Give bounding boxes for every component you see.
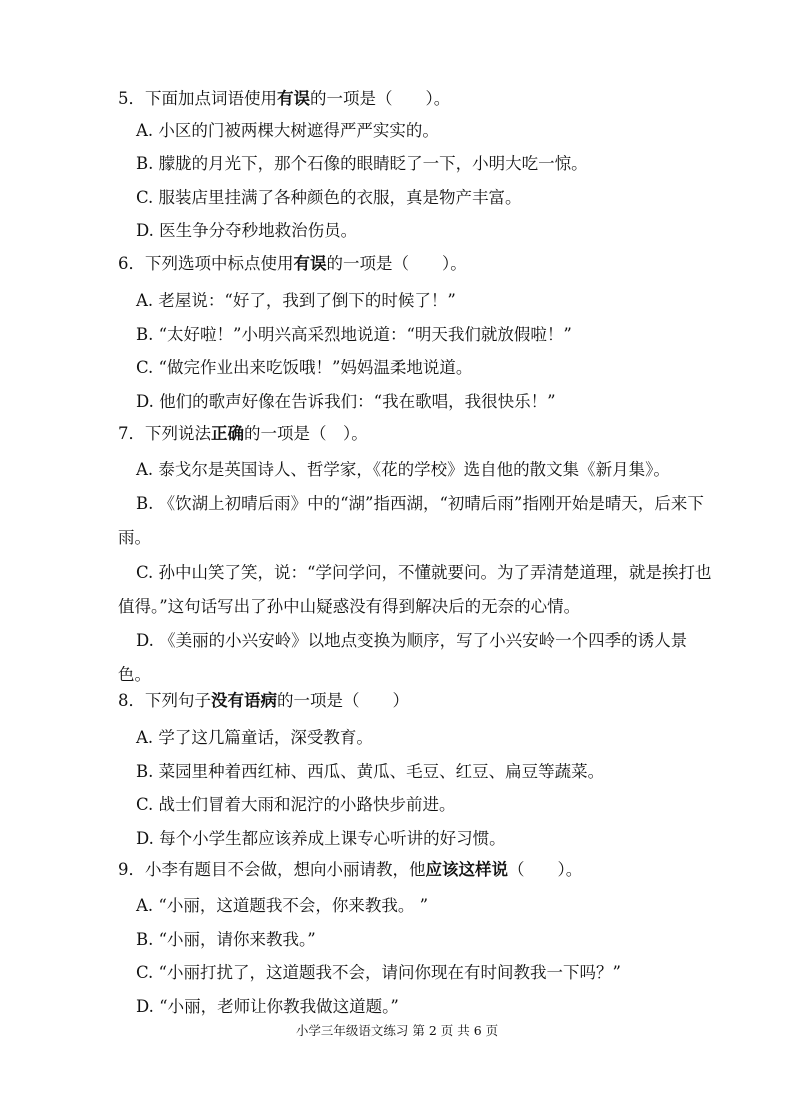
emphasis-text: 应该这样说 [425,860,508,879]
question-8-stem: 8．下列句子没有语病的一项是（ ） [118,691,409,710]
question-9-stem: 9．小李有题目不会做，想向小丽请教，他应该这样说（ ）。 [118,860,583,879]
emphasis-text: 有误 [293,254,327,273]
question-7-option-d: D. 《美丽的小兴安岭》以地点变换为顺序，写了小兴安岭一个四季的诱人景色。 [118,631,688,684]
question-7-option-b: B. 《饮湖上初晴后雨》中的“湖”指西湖，“初晴后雨”指刚开始是晴天，后来下雨。 [118,494,704,547]
question-8-option-b: B. 菜园里种着西红柿、西瓜、黄瓜、毛豆、红豆、扁豆等蔬菜。 [136,762,605,781]
question-8-option-a: A. 学了这几篇童话，深受教育。 [136,728,373,747]
question-9-option-a: A. “小丽，这道题我不会，你来教我。 ” [136,896,429,915]
page-footer: 小学三年级语文练习 第 2 页 共 6 页 [295,1023,499,1038]
question-6-stem: 6．下列选项中标点使用有误的一项是（ ）。 [118,254,467,273]
question-5-option-a: A. 小区的门被两棵大树遮得严严实实的。 [136,121,439,140]
emphasis-text: 有误 [277,89,310,108]
question-7-option-c: C. 孙中山笑了笑，说：“学问学问，不懂就要问。为了弄清楚道理，就是挨打也值得。”这句话写出了孙中山疑惑没有得到解决后的无奈的心情。 [118,563,712,616]
question-7-stem: 7．下列说法正确的一项是（ ）。 [118,424,368,443]
question-8-option-d: D. 每个小学生都应该养成上课专心听讲的好习惯。 [136,829,506,848]
question-6-option-a: A. 老屋说：“好了，我到了倒下的时候了！” [136,291,456,310]
question-6-option-d: D. 他们的歌声好像在告诉我们：“我在歌唱，我很快乐！” [136,392,556,411]
question-9-option-d: D. “小丽，老师让你教我做这道题。” [136,997,399,1016]
emphasis-text: 没有语病 [211,691,277,710]
question-5-option-d: D. 医生争分夺秒地救治伤员。 [136,221,358,240]
question-7-option-a: A. 泰戈尔是英国诗人、哲学家，《花的学校》选自他的散文集《新月集》。 [136,460,670,479]
question-6-option-b: B. “太好啦！”小明兴高采烈地说道：“明天我们就放假啦！” [136,325,572,344]
question-8-option-c: C. 战士们冒着大雨和泥泞的小路快步前进。 [136,795,456,814]
question-9-option-b: B. “小丽，请你来教我。” [136,930,316,949]
question-5-option-c: C. 服装店里挂满了各种颜色的衣服，真是物产丰富。 [136,188,522,207]
question-9-option-c: C. “小丽打扰了，这道题我不会，请问你现在有时间教我一下吗？” [136,963,621,982]
emphasis-text: 正确 [211,424,244,443]
question-6-option-c: C. “做完作业出来吃饭哦！”妈妈温柔地说道。 [136,358,473,377]
question-5-option-b: B. 朦胧的月光下，那个石像的眼睛眨了一下，小明大吃一惊。 [136,154,588,173]
question-5-stem: 5．下面加点词语使用有误的一项是（ ）。 [118,89,451,108]
